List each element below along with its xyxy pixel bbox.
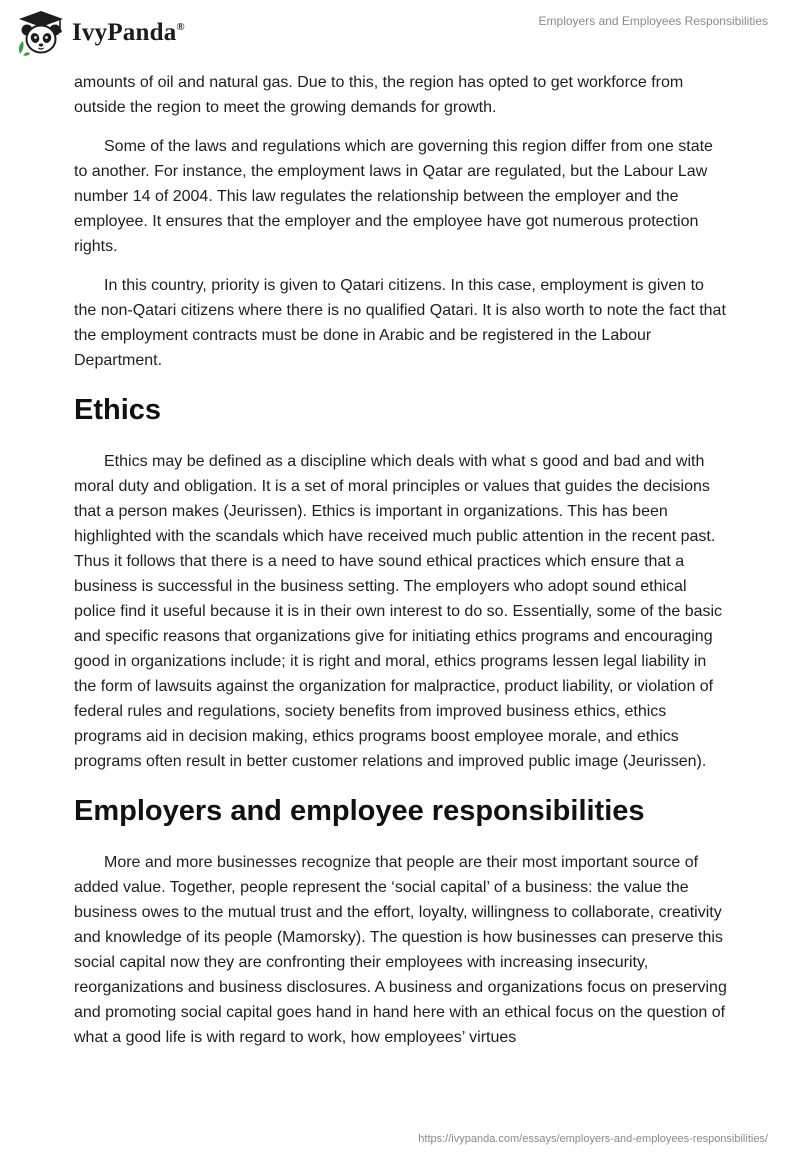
paragraph-intro-1: amounts of oil and natural gas. Due to this, the region has opted to get workforce from outside the region to meet the growing demands for growth. xyxy=(74,74,684,116)
paragraph-responsibilities: More and more businesses recognize that people are their most important source of added value. Together, people represent the ‘social capital’ of a business: the value the business owes to the mutual trust and the effort, loyalty, willingness to collaborate, creativity and knowledge of its people (Mamorsky). The question is how businesses can preserve this social capital now they are confronting their employees with increasing insecurity, reorganizations and business disclosures. A business and organizations focus on preserving and promoting social capital goes hand in hand here with an ethical focus on the question of what a good life is with regard to work, how employees’ virtues xyxy=(74,854,727,1046)
registered-mark: ® xyxy=(176,21,185,33)
section-heading-ethics: Ethics xyxy=(74,394,162,426)
source-url[interactable]: https://ivypanda.com/essays/employers-and-employees-responsibilities/ xyxy=(418,1133,768,1145)
paragraph-intro-3: In this country, priority is given to Qatari citizens. In this case, employment is given to the non-Qatari citizens where there is no qualified Qatari. It is also worth to note the fact that the employment contracts must be done in Arabic and be registered in the Labour Department. xyxy=(74,277,726,369)
article-body xyxy=(74,70,728,1064)
document-title: Employers and Employees Responsibilities xyxy=(538,14,768,28)
brand-name: IvyPanda® xyxy=(72,19,185,46)
paragraph-ethics: Ethics may be defined as a discipline which deals with what s good and bad and with moral duty and obligation. It is a set of moral principles or values that guides the decisions that a person makes (Jeurissen). Ethics is important in organizations. This has been highlighted with the scandals which have received much public attention in the recent past. Thus it follows that there is a need to have sound ethical practices which ensure that a business is successful in the business setting. The employers who adopt sound ethical police find it useful because it is in their own interest to do so. Essentially, some of the basic and specific reasons that organizations give for initiating ethics programs and encouraging good in organizations include; it is right and moral, ethics programs lessen legal liability in the form of lawsuits against the organization for malpractice, product liability, or violation of federal rules and regulations, society benefits from improved business ethics, ethics programs aid in decision making, ethics programs boost employee morale, and ethics programs often result in better customer relations and improved public image (Jeurissen). xyxy=(74,453,723,770)
page-header xyxy=(0,0,800,68)
ivypanda-logo[interactable] xyxy=(14,8,185,58)
paragraph-intro-2: Some of the laws and regulations which are governing this region differ from one state to another. For instance, the employment laws in Qatar are regulated, but the Labour Law number 14 of 2004. This law regulates the relationship between the employer and the employee. It ensures that the employer and the employee have got numerous protection rights. xyxy=(74,138,713,255)
panda-graduate-icon xyxy=(14,8,68,58)
section-heading-responsibilities: Employers and employee responsibilities xyxy=(74,795,645,827)
